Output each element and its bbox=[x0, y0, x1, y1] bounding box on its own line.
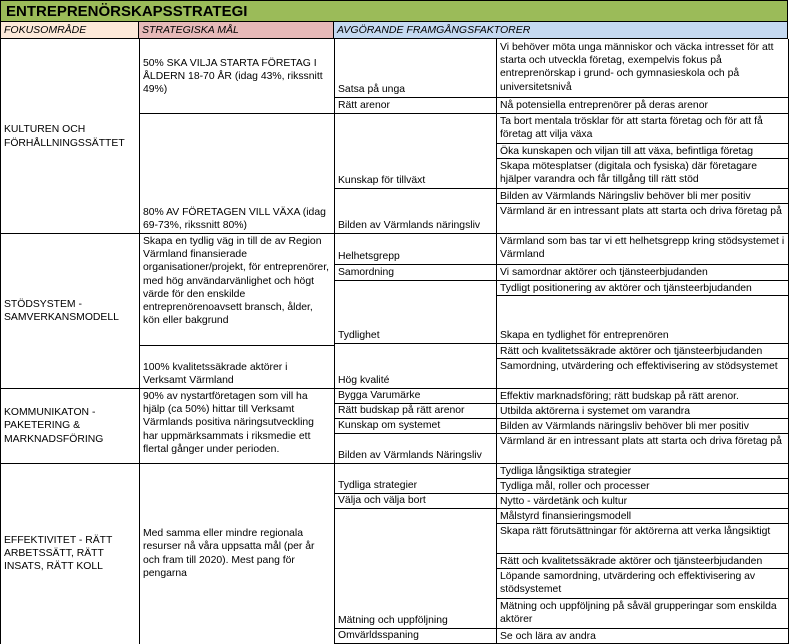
goal-cell bbox=[140, 234, 334, 345]
detail-cell bbox=[497, 404, 788, 418]
goal-text: Skapa en tydlig väg in till de av Region Värmland finansierade organisationer/projekt, för entreprenörer, med hög användarvänlighet och högt värde för den enskilde entreprenörenoavsett bransch, ålder, kön eller bakgrund bbox=[143, 236, 329, 327]
detail-text: Värmland är en intressant plats att starta och driva företag på bbox=[500, 206, 782, 217]
factor-text: Kunskap för tillväxt bbox=[338, 174, 426, 186]
factor-text: Omvärldsspaning bbox=[338, 629, 419, 641]
factor-text: Bygga Varumärke bbox=[338, 389, 421, 401]
detail-text: Öka kunskapen och viljan till att växa, befintliga företag bbox=[500, 146, 753, 157]
goal-cell bbox=[140, 464, 334, 643]
factor-text: Helhetsgrepp bbox=[338, 250, 400, 262]
focus-cell bbox=[1, 40, 139, 233]
detail-text: Rätt och kvalitetssäkrade aktörer och tjänsteerbjudanden bbox=[500, 346, 763, 357]
detail-cell bbox=[497, 296, 788, 343]
factor-text: Bilden av Värmlands näringsliv bbox=[338, 219, 481, 231]
detail-text: Ta bort mentala trösklar för att starta företag och för att få företag att vilja växa bbox=[500, 116, 763, 141]
detail-text: Skapa mötesplatser (digitala och fysiska) där företagare hjälper varandra och får tillgång till rätt stöd bbox=[500, 161, 758, 186]
detail-text: Samordning, utvärdering och effektivisering av stödsystemet bbox=[500, 361, 778, 372]
detail-text: Skapa rätt förutsättningar för aktörerna att verka långsiktigt bbox=[500, 526, 771, 537]
factor-text: Välja och välja bort bbox=[338, 494, 426, 506]
detail-text: Tydliga långsiktiga strategier bbox=[500, 466, 632, 477]
detail-text: Se och lära av andra bbox=[500, 631, 596, 642]
detail-text: Målstyrd finansieringsmodell bbox=[500, 511, 632, 522]
factor-cell bbox=[335, 419, 496, 433]
detail-text: Bilden av Värmlands näringsliv behöver bli mer positiv bbox=[500, 421, 749, 432]
detail-cell bbox=[497, 524, 788, 553]
detail-cell bbox=[497, 629, 788, 643]
detail-cell bbox=[497, 359, 788, 388]
focus-text: KOMMUNIKATON - PAKETERING & MARKNADSFÖRING bbox=[4, 407, 104, 445]
detail-cell bbox=[497, 569, 788, 598]
detail-text: Tydligt positionering av aktörer och tjänsteerbjudanden bbox=[500, 283, 752, 294]
detail-text: Tydliga mål, roller och processer bbox=[500, 481, 650, 492]
detail-cell bbox=[497, 389, 788, 403]
goal-cell bbox=[140, 40, 334, 113]
header-factors: AVGÖRANDE FRAMGÅNGSFAKTORER bbox=[334, 22, 788, 39]
detail-cell bbox=[497, 419, 788, 433]
factor-text: Mätning och uppföljning bbox=[338, 614, 448, 626]
factor-text: Tydlighet bbox=[338, 329, 380, 341]
detail-text: Bilden av Värmlands Näringsliv behöver bli mer positiv bbox=[500, 191, 751, 202]
focus-cell bbox=[1, 464, 139, 643]
factor-text: Hög kvalité bbox=[338, 374, 390, 386]
detail-cell bbox=[497, 159, 788, 188]
goal-cell bbox=[140, 389, 334, 463]
detail-text: Vi samordnar aktörer och tjänsteerbjudanden bbox=[500, 267, 708, 278]
factor-cell bbox=[335, 509, 496, 628]
goal-text: Med samma eller mindre regionala resurser nå våra uppsatta mål (per år och fram till 2020). Mest pang för pengarna bbox=[143, 528, 315, 579]
detail-text: Löpande samordning, utvärdering och effektivisering av stödsystemet bbox=[500, 571, 756, 596]
detail-cell bbox=[497, 144, 788, 158]
factor-cell bbox=[335, 629, 496, 643]
factor-cell bbox=[335, 281, 496, 343]
focus-text: EFFEKTIVITET - RÄTT ARBETSSÄTT, RÄTT INSATS, RÄTT KOLL bbox=[4, 534, 113, 573]
goal-cell bbox=[140, 114, 334, 233]
detail-text: Mätning och uppföljning på såväl grupperingar som enskilda aktörer bbox=[500, 601, 777, 626]
detail-text: Nå potensiella entreprenörer på deras arenor bbox=[500, 100, 708, 111]
detail-cell bbox=[497, 204, 788, 233]
factor-cell bbox=[335, 189, 496, 233]
detail-cell bbox=[497, 344, 788, 358]
factor-cell bbox=[335, 389, 496, 403]
focus-cell bbox=[1, 234, 139, 388]
detail-cell bbox=[497, 509, 788, 523]
factor-cell bbox=[335, 40, 496, 97]
detail-cell bbox=[497, 599, 788, 628]
factor-cell bbox=[335, 114, 496, 188]
detail-cell bbox=[497, 114, 788, 143]
factor-text: Kunskap om systemet bbox=[338, 419, 441, 431]
focus-cell bbox=[1, 389, 139, 463]
factor-text: Rätt arenor bbox=[338, 99, 390, 111]
detail-cell bbox=[497, 434, 788, 463]
factor-text: Bilden av Värmlands Näringsliv bbox=[338, 449, 482, 461]
factor-cell bbox=[335, 344, 496, 388]
focus-text: KULTUREN OCH FÖRHÅLLNINGSSÄTTET bbox=[4, 124, 125, 149]
detail-text: Utbilda aktörerna i systemet om varandra bbox=[500, 406, 690, 417]
goal-text: 80% AV FÖRETAGEN VILL VÄXA (idag 69-73%, rikssnitt 80%) bbox=[143, 206, 326, 231]
detail-text: Rätt och kvalitetssäkrade aktörer och tjänsteerbjudanden bbox=[500, 556, 763, 567]
factor-text: Samordning bbox=[338, 266, 395, 278]
goal-cell bbox=[140, 346, 334, 388]
factor-text: Satsa på unga bbox=[338, 83, 406, 95]
focus-text: STÖDSYSTEM - SAMVERKANSMODELL bbox=[4, 298, 119, 323]
detail-text: Värmland som bas tar vi ett helhetsgrepp kring stödsystemet i Värmland bbox=[500, 236, 785, 261]
detail-cell bbox=[497, 265, 788, 280]
goal-text: 100% kvalitetssäkrade aktörer i Verksamt Värmland bbox=[143, 361, 288, 386]
factor-text: Rätt budskap på rätt arenor bbox=[338, 404, 465, 416]
title-bar bbox=[0, 0, 788, 22]
header-focus: FOKUSOMRÅDE bbox=[0, 22, 139, 39]
factor-cell bbox=[335, 404, 496, 418]
detail-cell bbox=[497, 40, 788, 97]
detail-cell bbox=[497, 464, 788, 478]
detail-cell bbox=[497, 494, 788, 508]
detail-text: Nytto - värdetänk och kultur bbox=[500, 496, 628, 507]
factor-cell bbox=[335, 434, 496, 463]
goal-text: 50% SKA VILJA STARTA FÖRETAG I ÅLDERN 18-70 ÅR (idag 43%, rikssnitt 49%) bbox=[143, 57, 323, 96]
header-goals: STRATEGISKA MÅL bbox=[139, 22, 334, 39]
detail-text: Skapa en tydlighet för entreprenören bbox=[500, 329, 669, 341]
factor-cell bbox=[335, 265, 496, 280]
detail-cell bbox=[497, 479, 788, 493]
detail-cell bbox=[497, 234, 788, 264]
factor-cell bbox=[335, 494, 496, 508]
sheet-title: ENTREPRENÖRSKAPSSTRATEGI bbox=[6, 3, 248, 20]
detail-cell bbox=[497, 98, 788, 113]
factor-text: Tydliga strategier bbox=[338, 479, 418, 491]
goal-text: 90% av nystartföretagen som vill ha hjälp (ca 50%) hittar till Verksamt Värmlands positiva näringsutveckling har uppmärksammats i riksmedie ett flertal gånger under perioden. bbox=[143, 391, 314, 455]
detail-text: Effektiv marknadsföring; rätt budskap på rätt arenor. bbox=[500, 391, 739, 402]
detail-cell bbox=[497, 281, 788, 295]
detail-text: Värmland är en intressant plats att starta och driva företag på bbox=[500, 436, 782, 447]
detail-text: Vi behöver möta unga människor och väcka intresset för att starta och utveckla företag, exempelvis fokus på entreprenörskap i grund- och gymnasieskola och på universitetsnivå bbox=[500, 42, 774, 93]
factor-cell bbox=[335, 98, 496, 113]
detail-cell bbox=[497, 189, 788, 203]
detail-cell bbox=[497, 554, 788, 568]
factor-cell bbox=[335, 234, 496, 264]
factor-cell bbox=[335, 464, 496, 493]
